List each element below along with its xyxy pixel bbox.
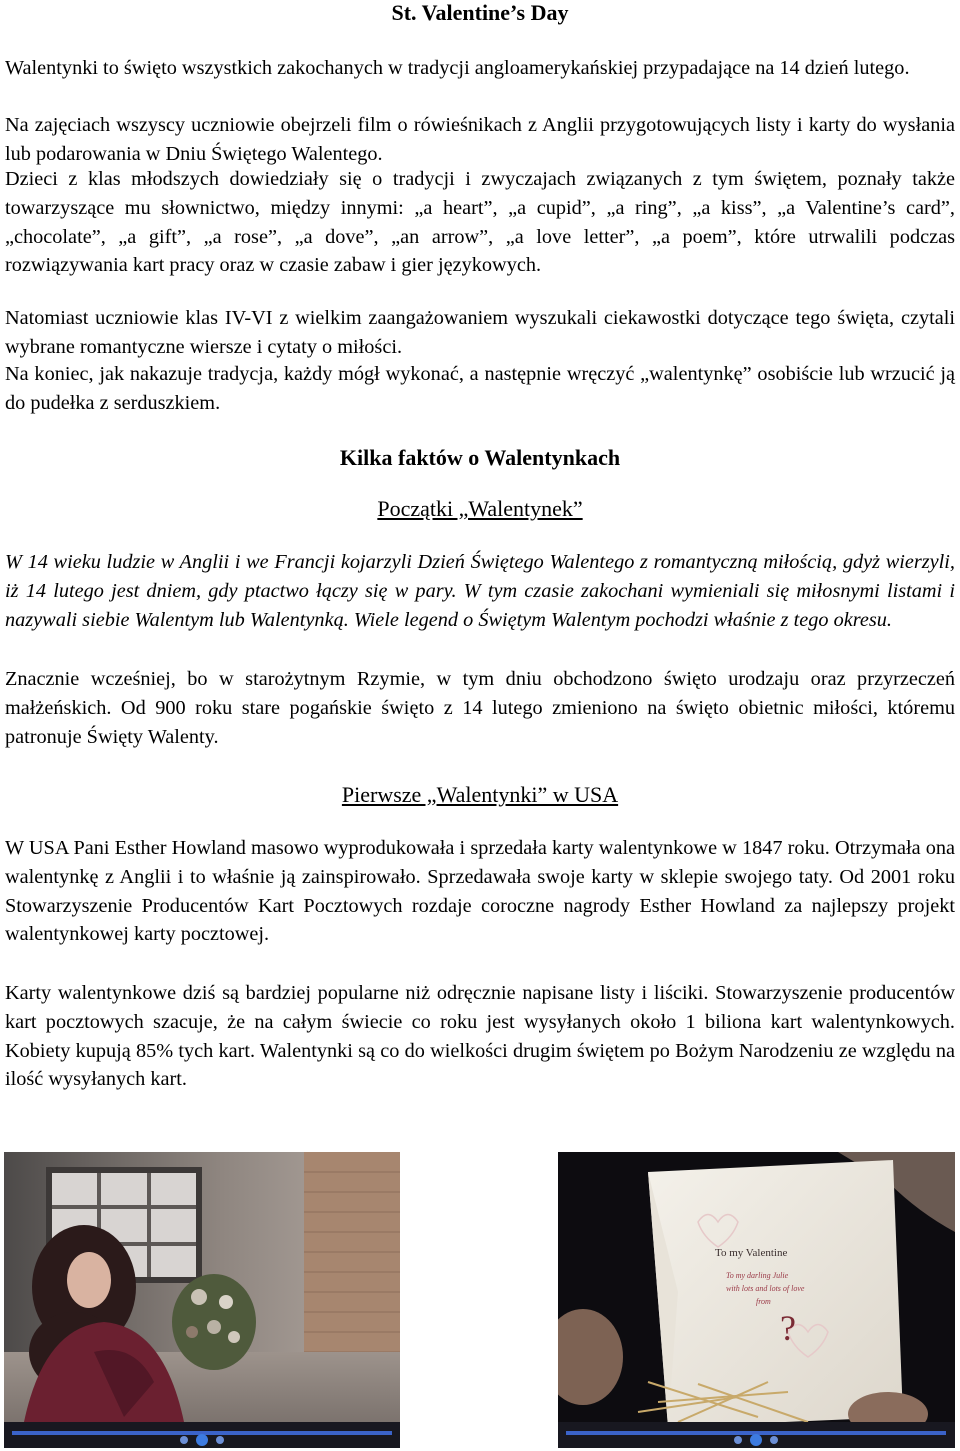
document-title: St. Valentine’s Day [391,0,569,25]
intro-paragraph-4: Natomiast uczniowie klas IV-VI z wielkim zaangażowaniem wyszukali ciekawostki dotyczące tego święta, czytali wybrane romantyczne wiersze i cytaty o miłości. [5,307,955,358]
valentine-card-photo [558,1152,955,1448]
intro-paragraph-1: Walentynki to święto wszystkich zakochanych w tradycji angloamerykańskiej przypadające na 14 dzień lutego. [5,57,910,79]
card-question-mark: ? [780,1308,796,1348]
intro-paragraph-5: Na koniec, jak nakazuje tradycja, każdy mógł wykonać, a następnie wręczyć „walentynkę” osobiście lub wrzucić ją do pudełka z serduszkiem. [5,363,955,414]
card-line-1: To my darling Julie [726,1271,789,1280]
woman-with-flowers-photo [4,1152,400,1448]
facts-heading: Kilka faktów o Walentynkach [339,445,621,470]
card-heading: To my Valentine [715,1247,788,1259]
card-line-2: with lots and lots of love [726,1284,805,1293]
intro-paragraph-2: Na zajęciach wszyscy uczniowie obejrzeli film o rówieśnikach z Anglii przygotowujących listy i karty do wysłania lub podarowania w Dniu Świętego Walentego. [5,114,955,165]
usa-paragraph-2: Karty walentynkowe dziś są bardziej popularne niż odręcznie napisane listy i liściki. Stowarzyszenie producentów kart pocztowych szacuje, że na całym świecie co roku jest wysyłanych około 1 biliona kart walentynkowych. Kobiety kupują 85% tych kart. Walentynki są co do wielkości drugim świętem po Bożym Narodzeniu ze względu na ilość wysyłanych kart. [5,982,955,1091]
origins-paragraph: Znacznie wcześniej, bo w starożytnym Rzymie, w tym dniu obchodzono święto urodzaju oraz przyrzeczeń małżeńskich. Od 900 roku stare pogańskie święto z 14 lutego zmieniono na święto obietnic miłości, któremu patronuje Święty Walenty. [5,668,955,748]
section-heading-origins: Początki „Walentynek” [377,496,583,521]
card-line-3: from [756,1297,771,1306]
section-heading-usa: Pierwsze „Walentynki” w USA [341,782,619,807]
intro-paragraph-3: Dzieci z klas młodszych dowiedziały się o tradycji i zwyczajach związanych z tym świętem, poznały także towarzyszące mu słownictwo, między innymi: „a heart”, „a cupid”, „a ring”, „a kiss”, „a Valentine’s card”, „chocolate”, „a gift”, „a rose”, „a dove”, „an arrow”, „a love letter”, „a poem”, które utrwalili podczas rozwiązywania kart pracy oraz w czasie zabaw i gier językowych. [5,168,955,277]
origins-italic-paragraph: W 14 wieku ludzie w Anglii i we Francji kojarzyli Dzień Świętego Walentego z romantyczną miłością, gdyż wierzyli, iż 14 lutego jest dniem, gdy ptactwo łączy się w pary. W tym czasie zakochani wymieniali się miłosnymi listami i nazywali siebie Walentym lub Walentynką. Wiele legend o Świętym Walentym pochodzi właśnie z tego okresu. [5,551,955,631]
usa-paragraph-1: W USA Pani Esther Howland masowo wyprodukowała i sprzedała karty walentynkowe w 1847 roku. Otrzymała ona walentynkę z Anglii i to właśnie ją zainspirowało. Sprzedawała swoje karty w sklepie swojego taty. Od 2001 roku Stowarzyszenie Producentów Kart Pocztowych rozdaje coroczne nagrody Esther Howland za najlepszy projekt walentynkowej karty pocztowej. [5,837,955,946]
